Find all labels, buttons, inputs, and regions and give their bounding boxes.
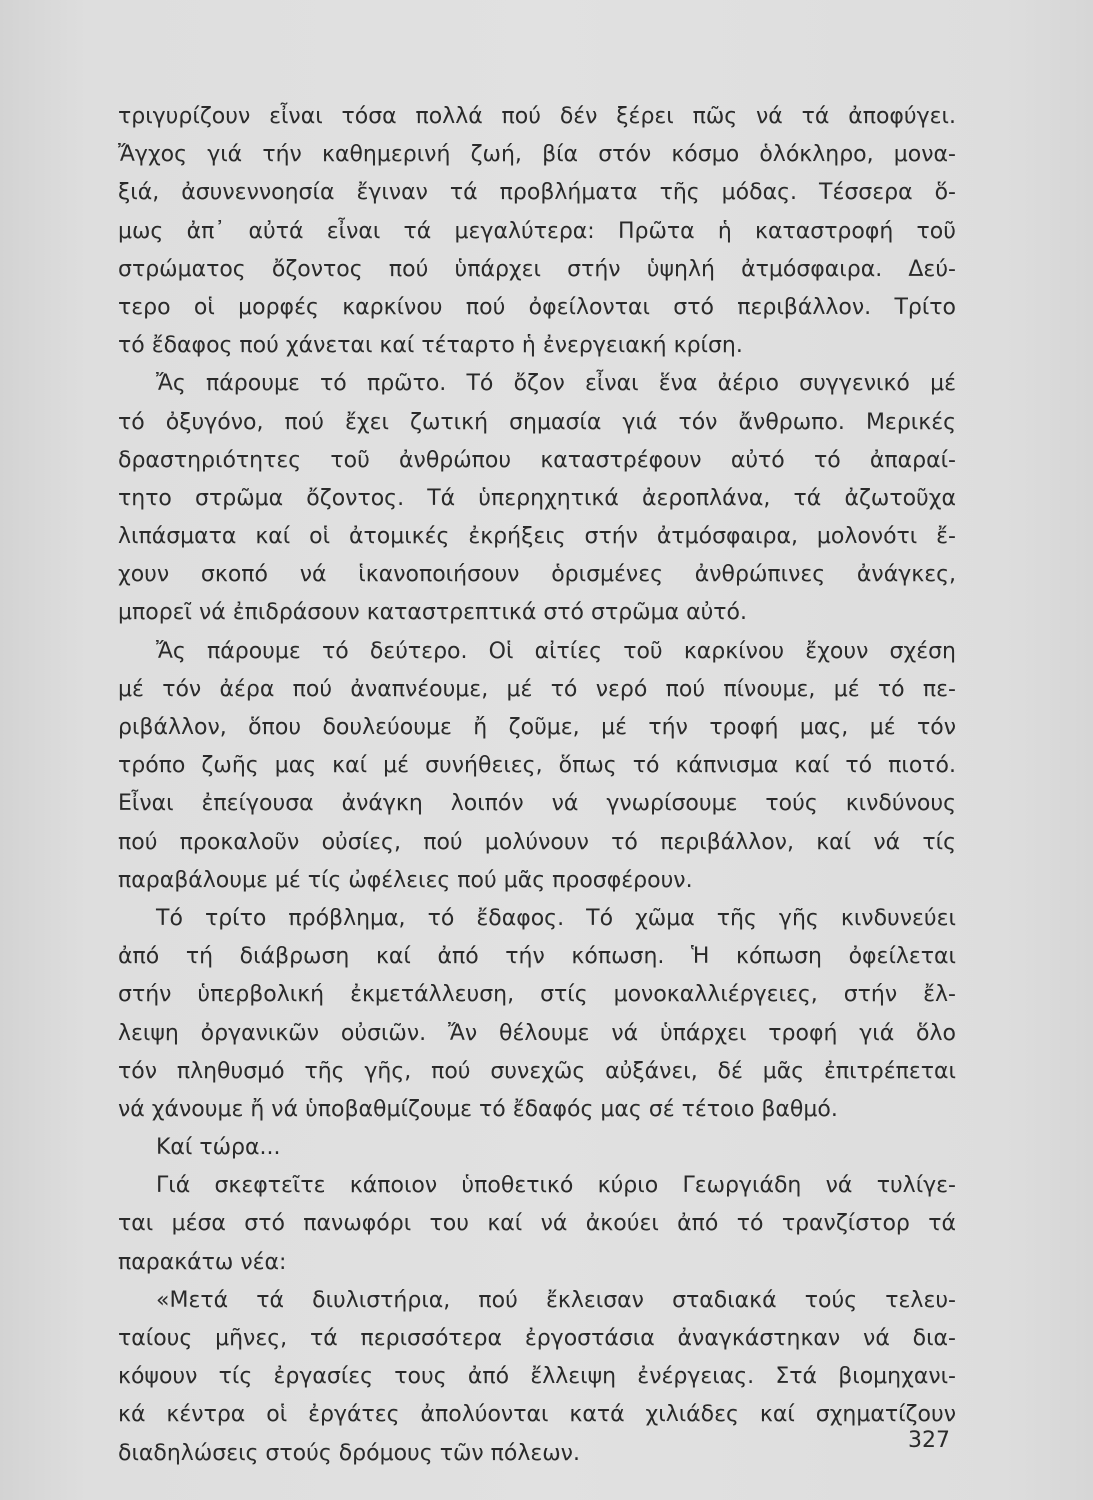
text-line: ἀπό τή διάβρωση καί ἀπό τήν κόπωση. Ἡ κόπωση ὀφείλεται <box>118 944 956 970</box>
text-line: δραστηριότητες τοῦ ἀνθρώπου καταστρέφουν αὐτό τό ἀπαραί- <box>118 447 956 473</box>
text-line: ταίους μῆνες, τά περισσότερα ἐργοστάσια ἀναγκάστηκαν νά δια- <box>118 1326 956 1351</box>
text-line: τό ἔδαφος πού χάνεται καί τέταρτο ἡ ἐνεργειακή κρίση. <box>118 333 743 359</box>
text-line: Ἄγχος γιά τήν καθημερινή ζωή, βία στόν κόσμο ὁλόκληρο, μονα- <box>118 142 956 168</box>
text-line: στρώματος ὄζοντος πού ὑπάρχει στήν ὑψηλή ἀτμόσφαιρα. Δεύ- <box>118 256 956 282</box>
text-line: τόν πληθυσμό τῆς γῆς, πού συνεχῶς αὐξάνει, δέ μᾶς ἐπιτρέπεται <box>118 1058 956 1084</box>
text-line: ξιά, ἀσυνεννοησία ἔγιναν τά προβλήματα τῆς μόδας. Τέσσερα ὅ- <box>118 180 956 206</box>
text-line: παρακάτω νέα: <box>118 1249 287 1275</box>
text-line: ται μέσα στό πανωφόρι του καί νά ἀκούει ἀπό τό τρανζίστορ τά <box>118 1211 956 1237</box>
paragraph-start-line: Γιά σκεφτεῖτε κάποιον ὑποθετικό κύριο Γεωργιάδη νά τυλίγε- <box>156 1173 956 1199</box>
text-line: κόψουν τίς ἐργασίες τους ἀπό ἔλλειψη ἐνέργειας. Στά βιομηχανι- <box>118 1364 956 1390</box>
text-line: μπορεῖ νά ἐπιδράσουν καταστρεπτικά στό στρῶμα αὐτό. <box>118 600 747 626</box>
paragraph-start-line: «Μετά τά διυλιστήρια, πού ἔκλεισαν σταδιακά τούς τελευ- <box>156 1287 956 1313</box>
text-line: Εἶναι ἐπείγουσα ἀνάγκη λοιπόν νά γνωρίσουμε τούς κινδύνους <box>118 791 956 817</box>
text-line: τριγυρίζουν εἶναι τόσα πολλά πού δέν ξέρει πῶς νά τά ἀποφύγει. <box>118 104 956 129</box>
text-line: τό ὀξυγόνο, πού ἔχει ζωτική σημασία γιά τόν ἄνθρωπο. Μερικές <box>118 409 956 435</box>
text-line: τρόπο ζωῆς μας καί μέ συνήθειες, ὅπως τό κάπνισμα καί τό πιοτό. <box>118 753 956 779</box>
text-line: διαδηλώσεις στούς δρόμους τῶν πόλεων. <box>118 1440 580 1466</box>
text-line: πού προκαλοῦν οὐσίες, πού μολύνουν τό περιβάλλον, καί νά τίς <box>118 829 956 855</box>
paragraph-start-line: Ἄς πάρουμε τό δεύτερο. Οἱ αἰτίες τοῦ καρκίνου ἔχουν σχέση <box>156 638 956 664</box>
text-line: τερο οἱ μορφές καρκίνου πού ὀφείλονται στό περιβάλλον. Τρίτο <box>118 294 956 320</box>
text-line: τητο στρῶμα ὄζοντος. Τά ὑπερηχητικά ἀεροπλάνα, τά ἀζωτοῦχα <box>118 485 956 511</box>
paragraph-start-line: Τό τρίτο πρόβλημα, τό ἔδαφος. Τό χῶμα τῆς γῆς κινδυνεύει <box>156 905 956 931</box>
text-line: λιπάσματα καί οἱ ἀτομικές ἐκρήξεις στήν ἀτμόσφαιρα, μολονότι ἔ- <box>118 524 956 550</box>
text-line: στήν ὑπερβολική ἐκμετάλλευση, στίς μονοκαλλιέργειες, στήν ἔλ- <box>118 982 956 1008</box>
paragraph-start-line: Ἄς πάρουμε τό πρῶτο. Τό ὄζον εἶναι ἕνα ἀέριο συγγενικό μέ <box>156 371 956 397</box>
text-line: μέ τόν ἀέρα πού ἀναπνέουμε, μέ τό νερό πού πίνουμε, μέ τό πε- <box>118 676 956 702</box>
page-number: 327 <box>908 1428 950 1453</box>
text-line: νά χάνουμε ἤ νά ὑποβαθμίζουμε τό ἔδαφός μας σέ τέτοιο βαθμό. <box>118 1096 838 1122</box>
text-line: παραβάλουμε μέ τίς ὠφέλειες πού μᾶς προσφέρουν. <box>118 867 693 893</box>
paragraph-start-line: Καί τώρα... <box>156 1135 281 1161</box>
text-line: λειψη ὀργανικῶν οὐσιῶν. Ἄν θέλουμε νά ὑπάρχει τροφή γιά ὅλο <box>118 1020 956 1046</box>
text-line: χουν σκοπό νά ἱκανοποιήσουν ὁρισμένες ἀνθρώπινες ἀνάγκες, <box>118 562 956 588</box>
body-text <box>118 98 956 1473</box>
text-line: μως ἀπ᾿ αὐτά εἶναι τά μεγαλύτερα: Πρῶτα ἡ καταστροφή τοῦ <box>118 218 956 244</box>
text-line: κά κέντρα οἱ ἐργάτες ἀπολύονται κατά χιλιάδες καί σχηματίζουν <box>118 1402 956 1428</box>
text-line: ριβάλλον, ὅπου δουλεύουμε ἤ ζοῦμε, μέ τήν τροφή μας, μέ τόν <box>118 715 956 740</box>
